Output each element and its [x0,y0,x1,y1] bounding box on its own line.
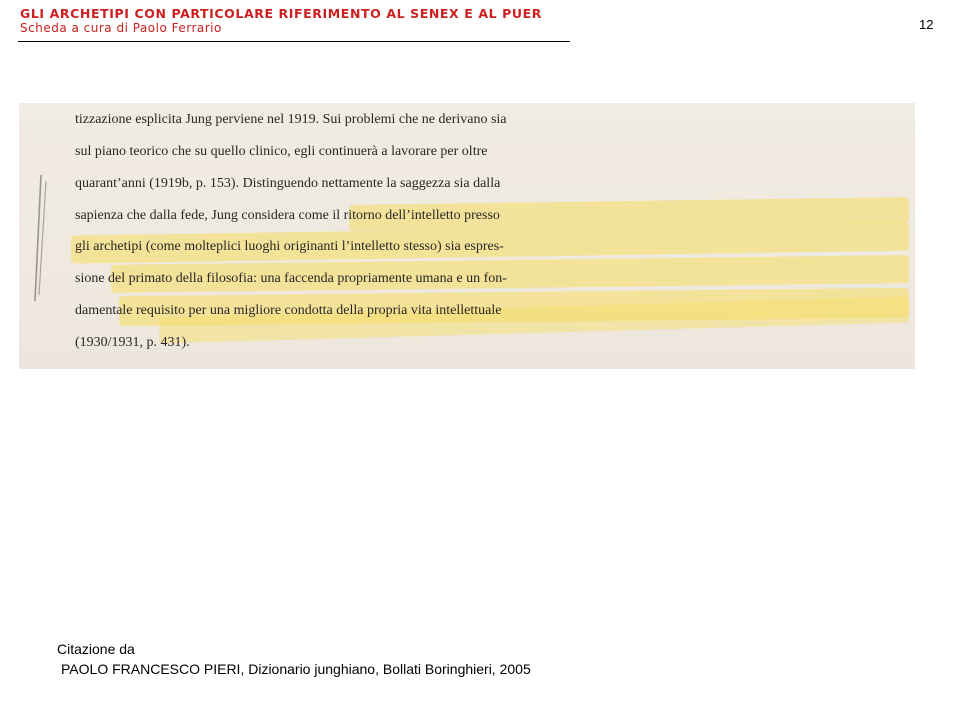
pencil-margin-mark [29,173,49,303]
header-divider [18,41,570,42]
scan-text-line: sul piano teorico che su quello clinico, egli continuerà a lavorare per oltre [75,144,488,159]
scan-text-line: gli archetipi (come molteplici luoghi originanti l’intelletto stesso) sia espres- [75,239,504,254]
scan-text-line: (1930/1931, p. 431). [75,335,190,350]
citation-block [57,639,531,679]
scan-text-line: damentale requisito per una migliore condotta della propria vita intellettuale [75,303,502,318]
document-subtitle: Scheda a cura di Paolo Ferrario [20,21,222,35]
scanned-text-image [19,103,915,369]
scan-text-line: quarant’anni (1919b, p. 153). Distinguendo nettamente la saggezza sia dalla [75,176,501,191]
citation-label: Citazione da [57,641,135,657]
document-title: GLI ARCHETIPI CON PARTICOLARE RIFERIMENTO AL SENEX E AL PUER [20,6,542,21]
scan-text-line: tizzazione esplicita Jung perviene nel 1919. Sui problemi che ne derivano sia [75,112,507,127]
page-number: 12 [919,17,934,32]
scan-text-line: sione del primato della filosofia: una faccenda propriamente umana e un fon- [75,271,507,286]
scan-text-line: sapienza che dalla fede, Jung considera come il ritorno dell’intelletto presso [75,208,500,223]
citation-source: PAOLO FRANCESCO PIERI, Dizionario junghiano, Bollati Boringhieri, 2005 [61,661,531,677]
